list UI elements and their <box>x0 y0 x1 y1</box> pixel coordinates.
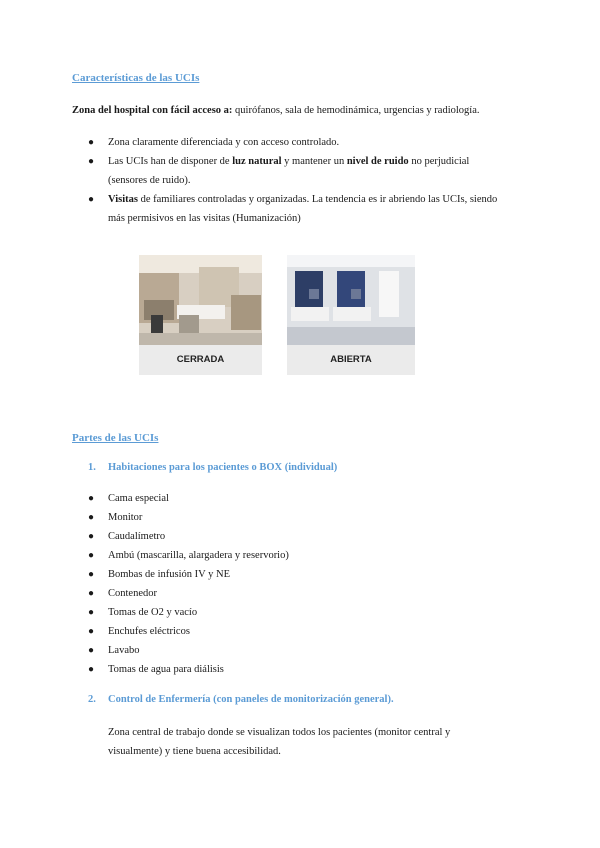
closed-icu-photo <box>139 255 262 375</box>
bold-text: luz natural <box>232 156 282 167</box>
intro-rest-text: quirófanos, sala de hemodinámica, urgencias y radiología. <box>232 105 480 116</box>
bullet-icon: ● <box>88 550 95 561</box>
bullet-icon: ● <box>88 137 95 148</box>
text-run: Las UCIs han de disponer de <box>108 156 233 167</box>
box-part-item <box>88 565 289 584</box>
text-run: no perjudicial <box>408 156 470 167</box>
bold-text: Visitas <box>108 194 138 205</box>
open-icu-scene-icon <box>287 255 415 345</box>
box-part-label: Bombas de infusión IV y NE <box>108 569 231 580</box>
bullet-icon: ● <box>88 664 95 675</box>
item-2-text-line-1: Zona central de trabajo donde se visualizan todos los pacientes (monitor central y <box>108 727 451 738</box>
text-run: y mantener un <box>281 156 347 167</box>
characteristic-item <box>88 190 497 228</box>
box-part-item <box>88 508 289 527</box>
bold-text: nivel de ruido <box>346 156 409 167</box>
bullet-icon: ● <box>88 569 95 580</box>
bullet-icon: ● <box>88 531 95 542</box>
box-part-item <box>88 622 289 641</box>
box-part-item <box>88 546 289 565</box>
box-part-label: Ambú (mascarilla, alargadera y reservorio) <box>108 550 289 561</box>
box-part-label: Tomas de O2 y vacío <box>108 607 198 618</box>
section-title-partes: Partes de las UCIs <box>72 432 159 444</box>
text-run: de familiares controladas y organizadas. La tendencia es ir abriendo las UCIs, siendo <box>137 194 498 205</box>
bullet-icon: ● <box>88 588 95 599</box>
characteristic-item <box>88 133 497 152</box>
item-2-text-line-2: visualmente) y tiene buena accesibilidad. <box>108 746 281 757</box>
bullet-icon: ● <box>88 512 95 523</box>
closed-icu-scene-icon <box>139 255 262 345</box>
item-2-number: 2. <box>88 694 96 705</box>
box-part-item <box>88 603 289 622</box>
bullet-icon: ● <box>88 156 95 167</box>
bullet-icon: ● <box>88 645 95 656</box>
numbered-item-1 <box>88 462 337 473</box>
box-part-item <box>88 660 289 679</box>
box-part-item <box>88 641 289 660</box>
box-part-label: Lavabo <box>108 645 140 656</box>
bullet-icon: ● <box>88 607 95 618</box>
characteristics-list <box>88 133 497 228</box>
bullet-icon: ● <box>88 194 95 205</box>
closed-caption: CERRADA <box>139 345 262 375</box>
item-2-description <box>108 723 450 761</box>
text-run: Zona claramente diferenciada y con acceso controlado. <box>108 137 340 148</box>
bullet-icon: ● <box>88 626 95 637</box>
numbered-item-2 <box>88 694 394 705</box>
box-part-item <box>88 584 289 603</box>
box-parts-list <box>88 489 289 679</box>
item-1-number: 1. <box>88 462 96 473</box>
characteristic-item <box>88 152 497 190</box>
intro-paragraph <box>72 101 480 120</box>
box-part-item <box>88 527 289 546</box>
box-part-label: Contenedor <box>108 588 157 599</box>
continuation-text: (sensores de ruido). <box>108 175 191 186</box>
continuation-text: más permisivos en las visitas (Humanización) <box>108 213 301 224</box>
box-part-label: Cama especial <box>108 493 169 504</box>
section-title-caracteristicas: Características de las UCIs <box>72 72 200 84</box>
box-part-label: Enchufes eléctricos <box>108 626 190 637</box>
bullet-icon: ● <box>88 493 95 504</box>
item-2-label: Control de Enfermería (con paneles de monitorización general). <box>108 694 394 705</box>
intro-bold-text: Zona del hospital con fácil acceso a: <box>72 105 233 116</box>
box-part-item <box>88 489 289 508</box>
open-icu-photo <box>287 255 415 375</box>
item-1-label: Habitaciones para los pacientes o BOX (individual) <box>108 462 338 473</box>
box-part-label: Tomas de agua para diálisis <box>108 664 224 675</box>
open-caption: ABIERTA <box>287 345 415 375</box>
box-part-label: Caudalímetro <box>108 531 166 542</box>
box-part-label: Monitor <box>108 512 143 523</box>
